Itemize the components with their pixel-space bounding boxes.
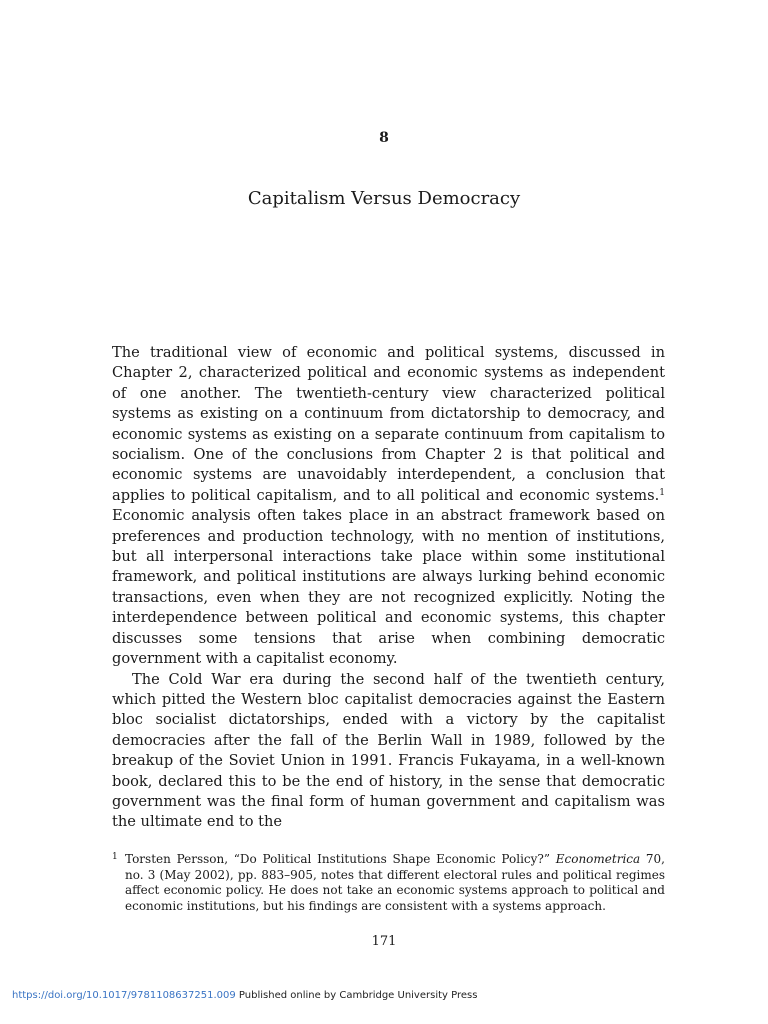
footnote-text-a: Torsten Persson, “Do Political Institutions Shape Economic Policy?”	[125, 852, 556, 866]
paragraph-2: The Cold War era during the second half of the twentieth century, which pitted the Western bloc capitalist democracies against the Eastern bloc socialist dictatorships, ended with a victory by the capitalist democracies after the fall of the Berlin Wall in 1989, followed by the breakup of the Soviet Union in 1991. Francis Fukayama, in a well-known book, declared this to be the end of history, in the sense that democratic government was the final form of human government and capitalism was the ultimate end to the	[112, 670, 665, 831]
paragraph-1-text-b: Economic analysis often takes place in an abstract framework based on preferences and production technology, with no mention of institutions, but all interpersonal interactions take place within some institutional framework, and political institutions are always lurking behind economic transactions, even when they are not recognized explicitly. Noting the interdependence between political and economic systems, this chapter discusses some tensions that arise when combining democratic government with a capitalist economy.	[112, 507, 665, 668]
footer-publication-line	[12, 990, 477, 1001]
chapter-title: Capitalism Versus Democracy	[247, 188, 521, 209]
body-text	[112, 343, 665, 833]
footnote-marker: 1	[112, 852, 118, 862]
footnote-text-b: 70, no. 3 (May 2002), pp. 883–905, notes that different electoral rules and political regimes affect economic policy. He does not take an economic systems approach to political and economic institutions, but his findings are consistent with a systems approach.	[125, 852, 665, 913]
published-online-text: Published online by Cambridge University Press	[235, 990, 478, 1001]
paragraph-1-text-a: The traditional view of economic and political systems, discussed in Chapter 2, characterized political and economic systems as independent of one another. The twentieth-century view characterized political systems as existing on a continuum from dictatorship to democracy, and economic systems as existing on a separate continuum from capitalism to socialism. One of the conclusions from Chapter 2 is that political and economic systems are unavoidably interdependent, a conclusion that applies to political capitalism, and to all political and economic systems.	[112, 344, 665, 504]
footnote-text	[125, 852, 665, 914]
chapter-number: 8	[379, 130, 389, 146]
footnote	[112, 852, 665, 914]
footnote-journal: Econometrica	[555, 852, 641, 866]
page-number: 171	[371, 934, 397, 949]
doi-link[interactable]: https://doi.org/10.1017/9781108637251.009	[12, 990, 236, 1001]
footnote-reference: 1	[659, 487, 665, 498]
paragraph-1	[112, 343, 665, 670]
